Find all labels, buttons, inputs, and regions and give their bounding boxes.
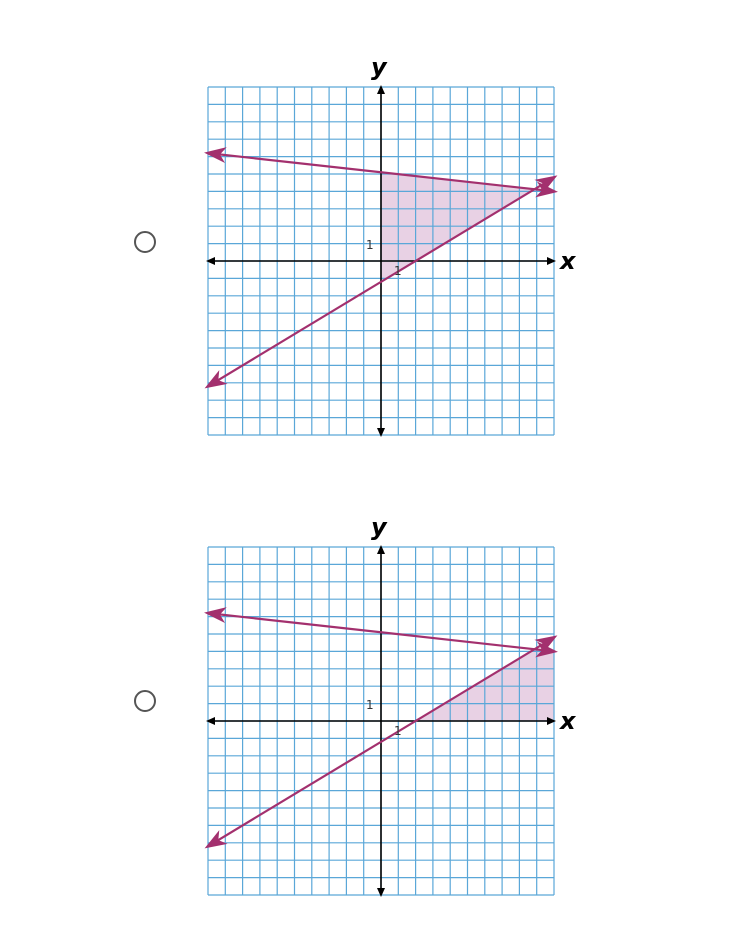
y-axis-label: y (371, 513, 387, 541)
x-axis-arrow-left (206, 717, 215, 725)
x-axis-label: x (560, 247, 576, 275)
graph-option-2 (190, 500, 590, 900)
y-axis-arrow-down (377, 428, 385, 437)
graph-option-1 (190, 40, 590, 440)
y-axis-arrow-down (377, 888, 385, 897)
x-tick-label: 1 (394, 264, 402, 278)
y-tick-label: 1 (366, 238, 374, 252)
x-tick-label: 1 (394, 724, 402, 738)
y-axis-label: y (371, 53, 387, 81)
radio-button-option-1[interactable] (134, 231, 156, 253)
shaded-region (381, 172, 535, 282)
x-axis-arrow-right (547, 257, 556, 265)
x-axis-label: x (560, 707, 576, 735)
x-axis-arrow-left (206, 257, 215, 265)
radio-button-option-2[interactable] (134, 690, 156, 712)
y-tick-label: 1 (366, 698, 374, 712)
answer-option-2 (0, 500, 738, 940)
answer-option-1 (0, 40, 738, 480)
axes (206, 545, 556, 897)
y-axis-arrow-up (377, 545, 385, 554)
axes (206, 85, 556, 437)
y-axis-arrow-up (377, 85, 385, 94)
